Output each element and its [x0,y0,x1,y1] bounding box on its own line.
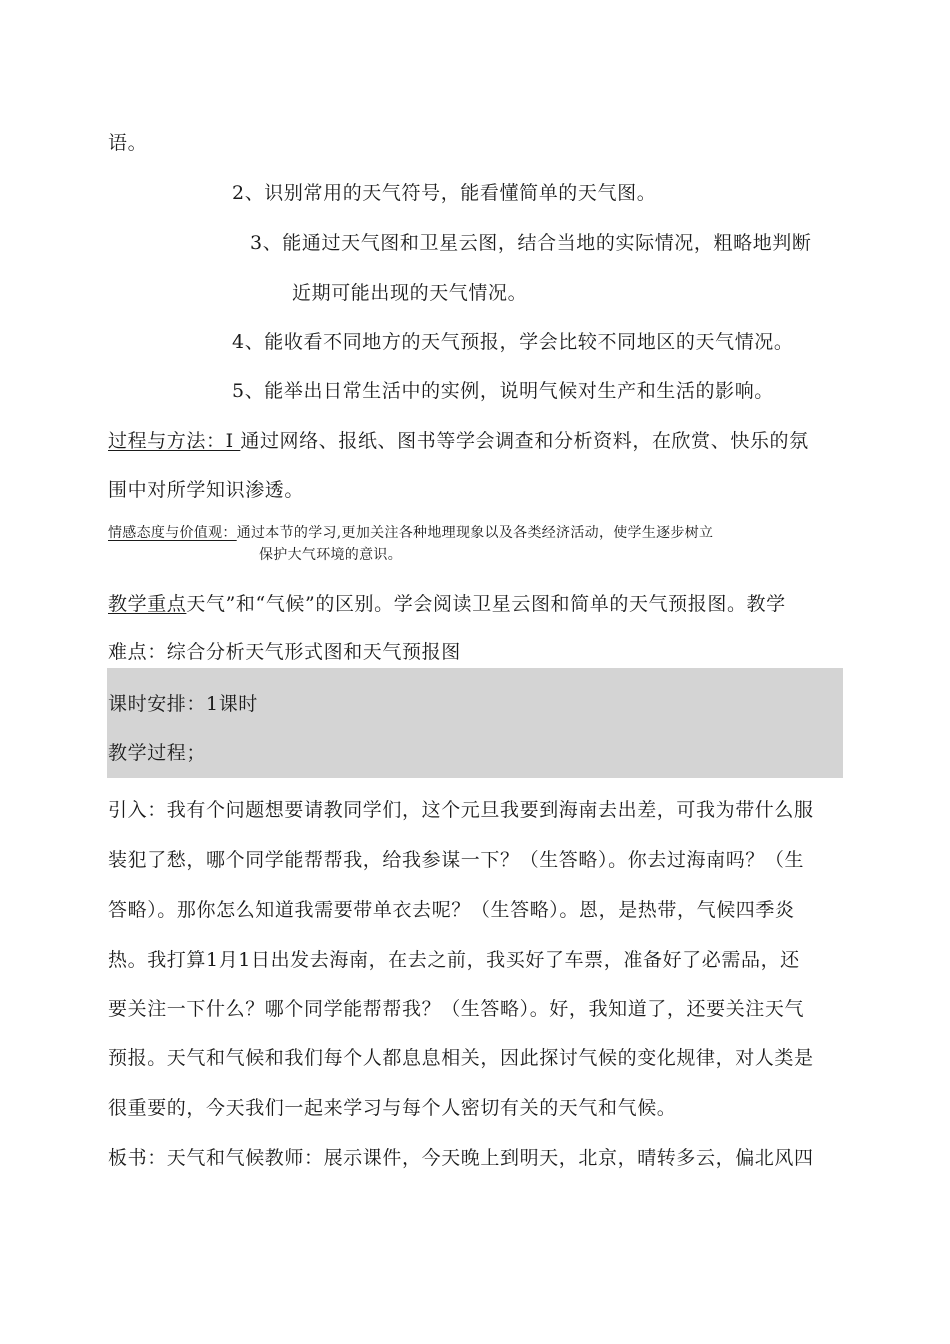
objective-4: 4、能收看不同地方的天气预报，学会比较不同地区的天气情况。 [232,331,794,353]
objective-5: 5、能举出日常生活中的实例，说明气候对生产和生活的影响。 [232,380,774,402]
introduction-line: 很重要的，今天我们一起来学习与每个人密切有关的天气和气候。 [108,1097,677,1119]
key-points-label: 教学重点 [108,593,187,615]
introduction-line: 引入：我有个问题想要请教同学们，这个元旦我要到海南去出差，可我为带什么服 [108,799,814,821]
emotion-text: 通过本节的学习,更加关注各种地理现象以及各类经济活动，使学生逐步树立 [236,525,714,541]
board-writing-line: 板书：天气和气候教师：展示课件，今天晚上到明天，北京，晴转多云，偏北风四 [108,1147,814,1169]
objective-3-line2: 近期可能出现的天气情况。 [292,282,528,304]
introduction-line: 答略）。那你怎么知道我需要带单衣去呢？（生答略）。恩，是热带，气候四季炎 [108,899,795,921]
emotion-label: 情感态度与价值观： [108,525,237,541]
emotion-line2: 保护大气环境的意识。 [259,547,402,563]
introduction-line: 预报。天气和气候和我们每个人都息息相关，因此探讨气候的变化规律，对人类是 [108,1047,814,1069]
key-points-line1 [108,592,786,616]
key-points-text: 天气”和“气候”的区别。学会阅读卫星云图和简单的天气预报图。教学 [186,593,786,615]
process-method-label: 过程与方法：I [108,430,241,452]
emotion-line1 [108,524,713,542]
objective-3-line1: 3、能通过天气图和卫星云图，结合当地的实际情况，粗略地判断 [250,232,812,254]
teaching-process-heading: 教学过程； [108,742,207,764]
intro-tail-text: 语。 [108,132,148,154]
highlight-band [107,668,843,778]
objective-2: 2、识别常用的天气符号，能看懂简单的天气图。 [232,182,657,204]
process-method-text: 通过网络、报纸、图书等学会调查和分析资料，在欣赏、快乐的氛 [240,430,809,452]
class-hours: 课时安排：1课时 [108,693,258,715]
process-method-line1 [108,429,809,453]
introduction-line: 热。我打算1月1日出发去海南，在去之前，我买好了车票，准备好了必需品，还 [108,949,800,971]
introduction-line: 要关注一下什么？哪个同学能帮帮我？（生答略）。好，我知道了，还要关注天气 [108,998,805,1020]
key-points-line2: 难点：综合分析天气形式图和天气预报图 [108,641,461,663]
introduction-line: 装犯了愁，哪个同学能帮帮我，给我参谋一下？（生答略）。你去过海南吗？（生 [108,849,805,871]
process-method-line2: 围中对所学知识渗透。 [108,479,305,501]
